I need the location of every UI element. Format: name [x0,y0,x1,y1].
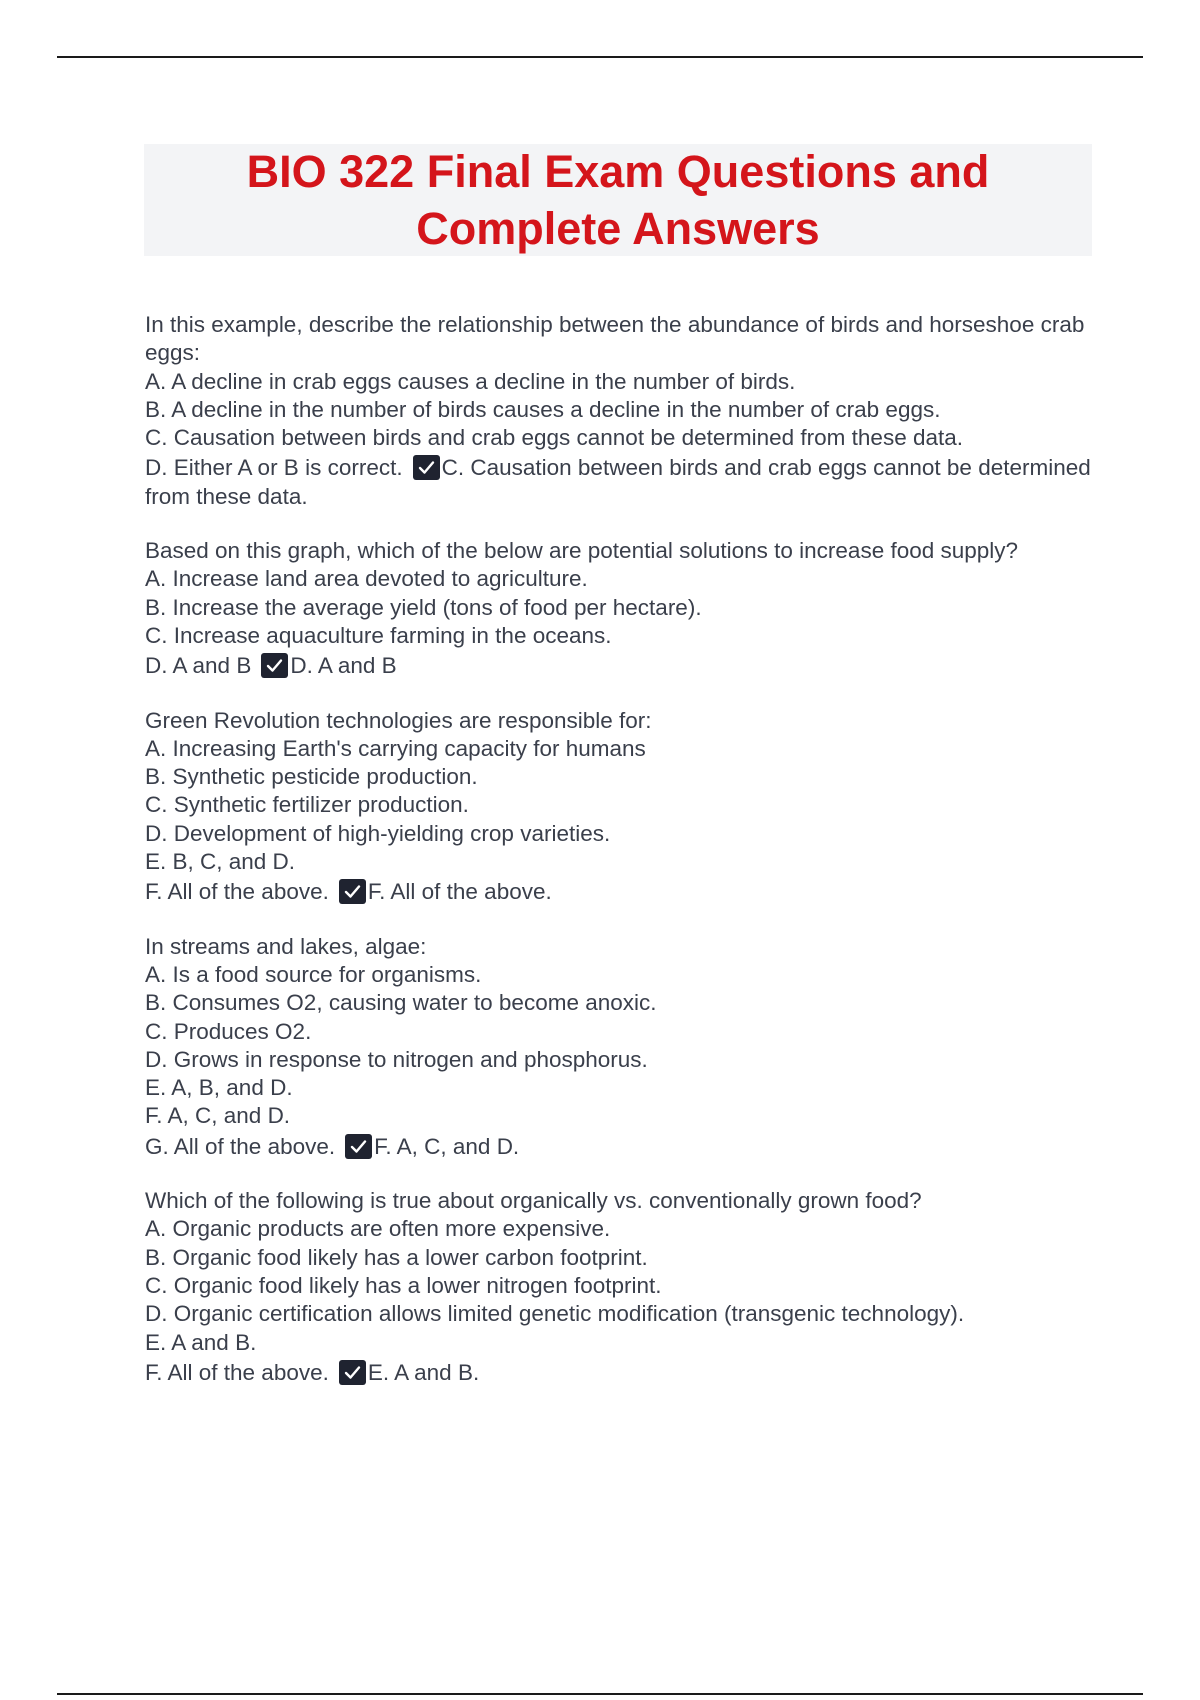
page-title: BIO 322 Final Exam Questions and Complete Answers [246,146,990,254]
check-icon [345,1134,372,1159]
option: B. Increase the average yield (tons of food per hectare). [145,594,702,620]
option: D. A and B [145,653,252,679]
option: A. Is a food source for organisms. [145,961,482,987]
question-1 [145,311,1095,511]
footer-rule [57,1693,1143,1695]
correct-answer: E. A and B. [367,1359,480,1385]
check-icon [261,653,288,678]
question-5 [145,1187,1095,1387]
option: C. Produces O2. [145,1018,312,1044]
option: G. All of the above. [145,1133,336,1159]
option: B. A decline in the number of birds causes a decline in the number of crab eggs. [145,396,941,422]
option: C. Synthetic fertilizer production. [145,792,469,818]
question-list [145,311,1095,1413]
option: C. Organic food likely has a lower nitrogen footprint. [145,1272,662,1298]
option: B. Synthetic pesticide production. [145,764,478,790]
question-stem: Which of the following is true about organically vs. conventionally grown food? [145,1188,922,1214]
check-icon [339,879,366,904]
option: F. A, C, and D. [145,1103,291,1129]
option: C. Increase aquaculture farming in the oceans. [145,622,612,648]
question-stem: In this example, describe the relationship between the abundance of birds and horseshoe crab eggs: [145,312,1085,366]
question-stem: In streams and lakes, algae: [145,933,427,959]
option: A. A decline in crab eggs causes a decline in the number of birds. [145,368,796,394]
option: B. Organic food likely has a lower carbon footprint. [145,1244,648,1270]
option: E. A and B. [145,1329,257,1355]
correct-answer: C. Causation between birds and crab eggs cannot be determined from these data. [145,455,1091,509]
option: F. All of the above. [145,1359,329,1385]
option: D. Grows in response to nitrogen and phosphorus. [145,1046,648,1072]
answer-line [145,652,1095,680]
option: A. Increase land area devoted to agriculture. [145,566,588,592]
correct-answer: F. A, C, and D. [374,1133,520,1159]
option: A. Increasing Earth's carrying capacity for humans [145,735,646,761]
correct-answer: D. A and B [290,653,397,679]
question-stem: Based on this graph, which of the below are potential solutions to increase food supply? [145,538,1019,564]
answer-line [145,454,1095,511]
header-rule [57,56,1143,58]
option: F. All of the above. [145,879,329,905]
option: D. Organic certification allows limited genetic modification (transgenic technology). [145,1301,965,1327]
option: E. A, B, and D. [145,1075,293,1101]
title-banner [144,144,1092,256]
check-icon [413,455,440,480]
option: D. Development of high-yielding crop varieties. [145,820,611,846]
option: C. Causation between birds and crab eggs cannot be determined from these data. [145,425,963,451]
question-2 [145,537,1095,680]
question-stem: Green Revolution technologies are responsible for: [145,707,652,733]
question-4 [145,933,1095,1161]
answer-line [145,1359,1095,1387]
question-3 [145,707,1095,907]
answer-line [145,878,1095,906]
option: E. B, C, and D. [145,849,296,875]
answer-line [145,1133,1095,1161]
check-icon [339,1360,366,1385]
correct-answer: F. All of the above. [367,879,552,905]
option: B. Consumes O2, causing water to become anoxic. [145,990,657,1016]
option: A. Organic products are often more expensive. [145,1216,611,1242]
option: D. Either A or B is correct. [145,455,403,481]
